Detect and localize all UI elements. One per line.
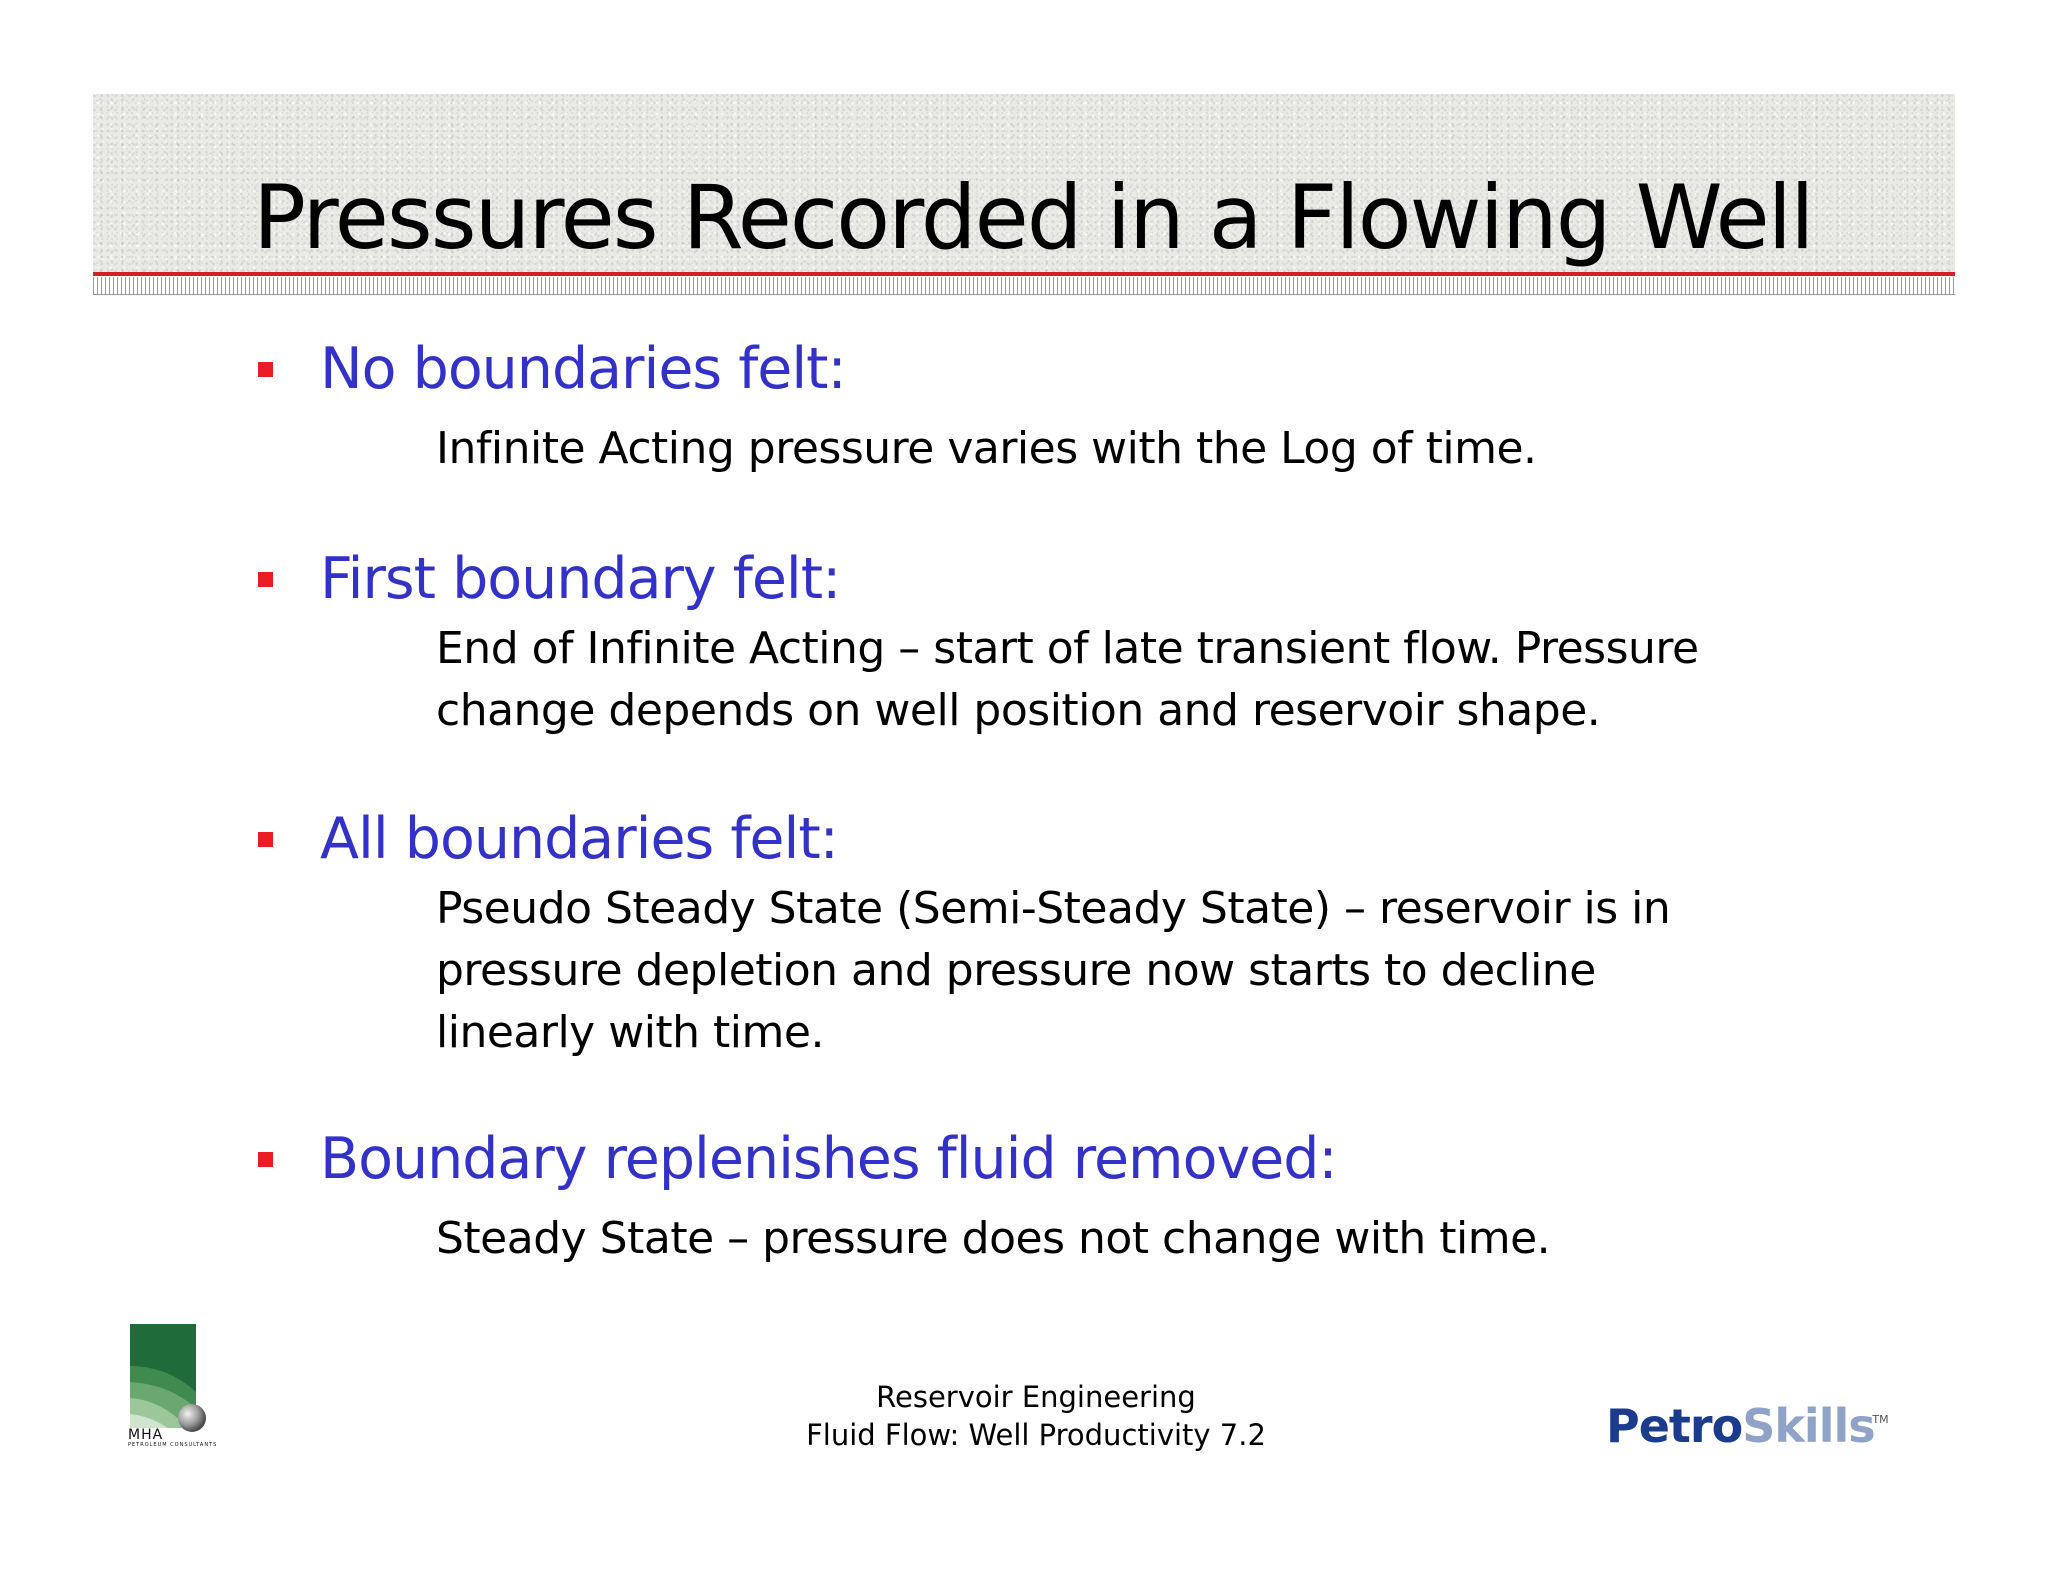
slide-title: Pressures Recorded in a Flowing Well bbox=[253, 166, 1813, 269]
petroskills-logo-part1: Petro bbox=[1606, 1399, 1743, 1453]
section-heading: Boundary replenishes fluid removed: bbox=[320, 1126, 1337, 1192]
section-text: linearly with time. bbox=[436, 1007, 824, 1058]
title-tick-strip bbox=[93, 277, 1955, 295]
section-text: change depends on well position and reservoir shape. bbox=[436, 685, 1601, 736]
section-text: Pseudo Steady State (Semi-Steady State) – reservoir is in bbox=[436, 883, 1671, 934]
section-heading: No boundaries felt: bbox=[320, 336, 846, 402]
petroskills-logo bbox=[1606, 1398, 1889, 1454]
section-text: End of Infinite Acting – start of late transient flow. Pressure bbox=[436, 623, 1699, 674]
bullet-icon bbox=[258, 362, 273, 377]
footer bbox=[736, 1378, 1336, 1454]
bullet-icon bbox=[258, 1152, 273, 1167]
mha-logo-label: MHA PETROLEUM CONSULTANTS bbox=[128, 1427, 218, 1448]
section-text: Steady State – pressure does not change with time. bbox=[436, 1213, 1551, 1264]
bullet-icon bbox=[258, 832, 273, 847]
bullet-icon bbox=[258, 572, 273, 587]
footer-module: Fluid Flow: Well Productivity 7.2 bbox=[806, 1418, 1266, 1452]
trademark-mark: TM bbox=[1872, 1413, 1889, 1426]
petroskills-logo-part2: Skills bbox=[1742, 1399, 1875, 1453]
section-text: pressure depletion and pressure now starts to decline bbox=[436, 945, 1596, 996]
footer-course: Reservoir Engineering bbox=[876, 1380, 1196, 1414]
section-heading: First boundary felt: bbox=[320, 546, 841, 612]
section-heading: All boundaries felt: bbox=[320, 806, 838, 872]
section-text: Infinite Acting pressure varies with the Log of time. bbox=[436, 423, 1537, 474]
title-underline bbox=[93, 272, 1955, 276]
